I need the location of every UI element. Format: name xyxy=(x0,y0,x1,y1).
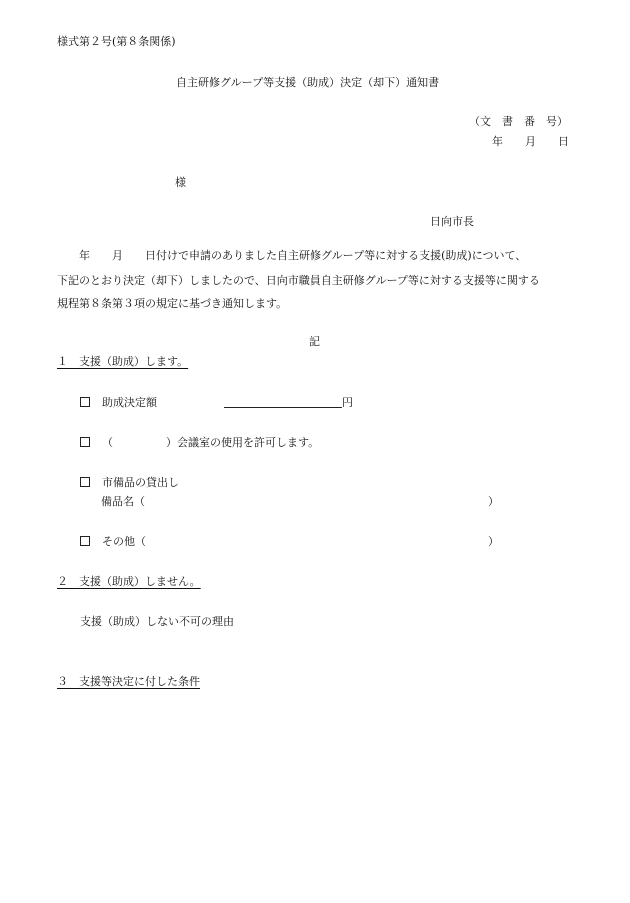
section-3-heading: ３ 支援等決定に付した条件 xyxy=(57,675,200,688)
amount-checkbox[interactable] xyxy=(80,397,90,407)
form-label: 様式第２号(第８条関係) xyxy=(57,35,176,48)
amount-row xyxy=(80,397,157,408)
document-date: 年 月 日 xyxy=(492,135,569,148)
equipment-checkbox[interactable] xyxy=(80,477,90,487)
room-row xyxy=(80,437,113,448)
equipment-label: 市備品の貸出し xyxy=(102,476,179,489)
ki-marker: 記 xyxy=(309,335,320,348)
room-checkbox[interactable] xyxy=(80,437,90,447)
room-name-field[interactable] xyxy=(118,437,166,449)
other-checkbox[interactable] xyxy=(80,536,90,546)
section-2-heading: ２ 支援（助成）しません。 xyxy=(57,575,201,588)
body-line-1: 年 月 日付けで申請のありました自主研修グループ等に対する支援(助成)について、 xyxy=(57,249,527,262)
amount-field[interactable] xyxy=(224,397,353,408)
other-close-paren: ） xyxy=(488,535,499,548)
addressee-suffix: 様 xyxy=(175,176,186,189)
other-field[interactable] xyxy=(152,536,482,548)
reason-label: 支援（助成）しない不可の理由 xyxy=(80,615,234,628)
amount-label: 助成決定額 xyxy=(102,396,157,409)
amount-input-line[interactable] xyxy=(224,397,342,408)
equipment-name-label: 備品名（ xyxy=(101,495,145,508)
room-open-paren: （ xyxy=(102,436,113,449)
section-1-heading: １ 支援（助成）します。 xyxy=(57,355,189,368)
equipment-close-paren: ） xyxy=(488,495,499,508)
room-close-text: ）会議室の使用を許可します。 xyxy=(166,436,320,449)
equipment-name-field[interactable] xyxy=(152,496,482,508)
body-line-2: 下記のとおり決定（却下）しましたので、日向市職員自主研修グループ等に対する支援等に関する xyxy=(57,274,540,287)
other-label: その他（ xyxy=(102,535,146,548)
amount-unit: 円 xyxy=(342,396,353,409)
other-row xyxy=(80,536,146,547)
document-title: 自主研修グループ等支援（助成）決定（却下）通知書 xyxy=(176,76,440,89)
body-line-3: 規程第８条第３項の規定に基づき通知します。 xyxy=(57,297,288,310)
sender-name: 日向市長 xyxy=(430,215,474,228)
document-number: （文 書 番 号） xyxy=(469,115,568,128)
equipment-row xyxy=(80,477,179,488)
